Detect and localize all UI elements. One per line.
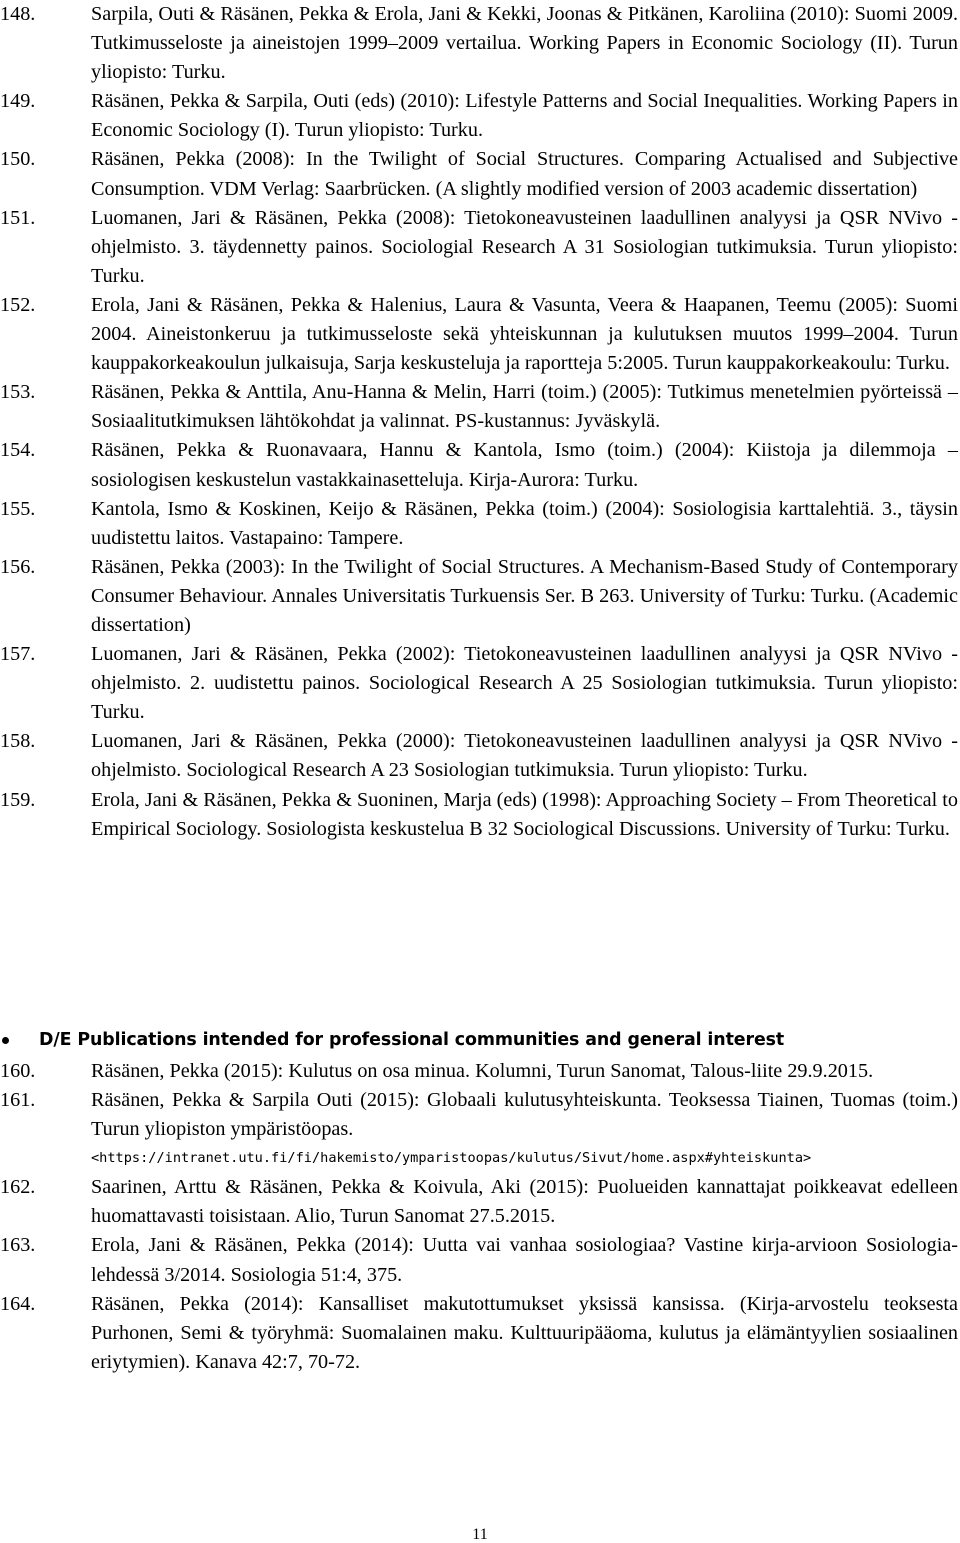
reference-text: Luomanen, Jari & Räsänen, Pekka (2008): Tietokoneavusteinen laadullinen analyysi ja QSR NVivo -ohjelmisto. 3. täydennetty painos. Sociologial Research A 31 Sosiologian tutkimuksia. Turun yliopisto: Turku. xyxy=(91,206,958,287)
reference-text: Luomanen, Jari & Räsänen, Pekka (2002): Tietokoneavusteinen laadullinen analyysi ja QSR NVivo -ohjelmisto. 2. uudistettu painos. Sociological Research A 25 Sosiologian tutkimuksia. Turun yliopisto: Turku. xyxy=(91,643,958,724)
reference-item-150 xyxy=(0,145,958,203)
section-title: D/E Publications intended for professional communities and general interest xyxy=(39,1030,785,1050)
reference-text: Kantola, Ismo & Koskinen, Keijo & Räsänen, Pekka (toim.) (2004): Sosiologisia karttalehtiä. 3., täysin uudistettu laitos. Vastapaino: Tampere. xyxy=(91,497,958,549)
section-heading xyxy=(0,1025,900,1055)
reference-item-158 xyxy=(0,727,958,785)
reference-text-with-url xyxy=(91,1086,958,1173)
reference-item-159 xyxy=(0,786,958,844)
reference-item-156 xyxy=(0,553,958,640)
bullet-icon xyxy=(2,1037,9,1044)
reference-text: Erola, Jani & Räsänen, Pekka (2014): Uutta vai vanhaa sosiologiaa? Vastine kirja-arvioon Sosiologia-lehdessä 3/2014. Sosiologia 51:4, 375. xyxy=(91,1234,958,1286)
reference-text: Sarpila, Outi & Räsänen, Pekka & Erola, Jani & Kekki, Joonas & Pitkänen, Karoliina (2010): Suomi 2009. Tutkimusseloste ja aineistojen 1999–2009 vertailua. Working Papers in Economic Sociology (II). Turun yliopisto: Turku. xyxy=(91,3,958,84)
reference-item-163 xyxy=(0,1231,958,1289)
reference-number: 162. xyxy=(0,1176,36,1199)
reference-item-160 xyxy=(0,1057,958,1086)
reference-number: 158. xyxy=(0,730,36,753)
reference-text: Luomanen, Jari & Räsänen, Pekka (2000): Tietokoneavusteinen laadullinen analyysi ja QSR NVivo -ohjelmisto. Sociological Research A 23 Sosiologian tutkimuksia. Turun yliopisto: Turku. xyxy=(91,730,958,782)
reference-text: Erola, Jani & Räsänen, Pekka & Suoninen, Marja (eds) (1998): Approaching Society – From Theoretical to Empirical Sociology. Sosiologista keskustelua B 32 Sociological Discussions. University of Turku: Turku. xyxy=(91,788,958,840)
page-number: 11 xyxy=(472,1526,488,1543)
reference-number: 155. xyxy=(0,497,36,520)
reference-item-149 xyxy=(0,87,958,145)
reference-number: 161. xyxy=(0,1089,36,1112)
reference-text: Saarinen, Arttu & Räsänen, Pekka & Koivula, Aki (2015): Puolueiden kannattajat poikkeavat edelleen huomattavasti toisistaan. Alio, Turun Sanomat 27.5.2015. xyxy=(91,1176,958,1228)
reference-item-164 xyxy=(0,1290,958,1377)
reference-number: 149. xyxy=(0,90,36,113)
reference-number: 163. xyxy=(0,1234,36,1257)
reference-number: 160. xyxy=(0,1060,36,1082)
reference-url: <https://intranet.utu.fi/fi/hakemisto/ymparistoopas/kulutus/Sivut/home.aspx#yhteiskunta> xyxy=(91,1150,812,1167)
reference-item-148 xyxy=(0,0,958,87)
reference-number: 150. xyxy=(0,148,36,171)
reference-text: Räsänen, Pekka & Anttila, Anu-Hanna & Melin, Harri (toim.) (2005): Tutkimus menetelmien pyörteissä – Sosiaalitutkimuksen lähtökohdat ja valinnat. PS-kustannus: Jyväskylä. xyxy=(91,381,958,433)
reference-item-151 xyxy=(0,204,958,291)
reference-text: Erola, Jani & Räsänen, Pekka & Halenius, Laura & Vasunta, Veera & Haapanen, Teemu (2005): Suomi 2004. Aineistonkeruu ja tutkimusseloste sekä yhteiskunnan ja kulutuksen muutos 1999–2004. Turun kauppakorkeakoulun julkaisuja, Sarja keskusteluja ja raportteja 5:2005. Turun kauppakorkeakoulu: Turku. xyxy=(91,293,958,375)
reference-item-162 xyxy=(0,1173,958,1231)
reference-number: 154. xyxy=(0,439,36,462)
reference-text: Räsänen, Pekka (2008): In the Twilight of Social Structures. Comparing Actualised and Subjective Consumption. VDM Verlag: Saarbrücken. (A slightly modified version of 2003 academic dissertation) xyxy=(91,148,958,200)
reference-item-161 xyxy=(0,1086,958,1173)
reference-text: Räsänen, Pekka (2014): Kansalliset makutottumukset yksissä kansissa. (Kirja-arvostelu teoksesta Purhonen, Semi & työryhmä: Suomalainen maku. Kulttuuripääoma, kulutus ja elämäntyylien sosiaalinen eriytymien). Kanava 42:7, 70-72. xyxy=(91,1292,958,1373)
reference-number: 153. xyxy=(0,381,36,404)
reference-number: 152. xyxy=(0,293,36,316)
reference-number: 156. xyxy=(0,555,36,578)
reference-number: 164. xyxy=(0,1292,36,1315)
reference-text: Räsänen, Pekka (2003): In the Twilight of Social Structures. A Mechanism-Based Study of Contemporary Consumer Behaviour. Annales Universitatis Turkuensis Ser. B 263. University of Turku: Turku. (Academic dissertation) xyxy=(91,555,958,636)
reference-item-155 xyxy=(0,495,958,553)
reference-item-153 xyxy=(0,378,958,436)
reference-item-154 xyxy=(0,436,958,494)
reference-number: 159. xyxy=(0,788,36,811)
reference-item-152 xyxy=(0,291,958,378)
reference-number: 157. xyxy=(0,643,36,666)
reference-text: Räsänen, Pekka & Sarpila Outi (2015): Globaali kulutusyhteiskunta. Teoksessa Tiainen, Tuomas (toim.) Turun yliopiston ympäristöopas. xyxy=(91,1089,958,1141)
reference-number: 148. xyxy=(0,3,36,25)
reference-text: Räsänen, Pekka (2015): Kulutus on osa minua. Kolumni, Turun Sanomat, Talous-liite 29.9.2015. xyxy=(91,1060,874,1082)
reference-number: 151. xyxy=(0,206,36,229)
reference-text: Räsänen, Pekka & Ruonavaara, Hannu & Kantola, Ismo (toim.) (2004): Kiistoja ja dilemmoja – sosiologisen keskustelun vastakkainasetteluja. Kirja-Aurora: Turku. xyxy=(91,439,958,491)
reference-item-157 xyxy=(0,640,958,727)
reference-list-lower xyxy=(0,1057,958,1377)
reference-text: Räsänen, Pekka & Sarpila, Outi (eds) (2010): Lifestyle Patterns and Social Inequalities. Working Papers in Economic Sociology (I). Turun yliopisto: Turku. xyxy=(91,90,958,142)
